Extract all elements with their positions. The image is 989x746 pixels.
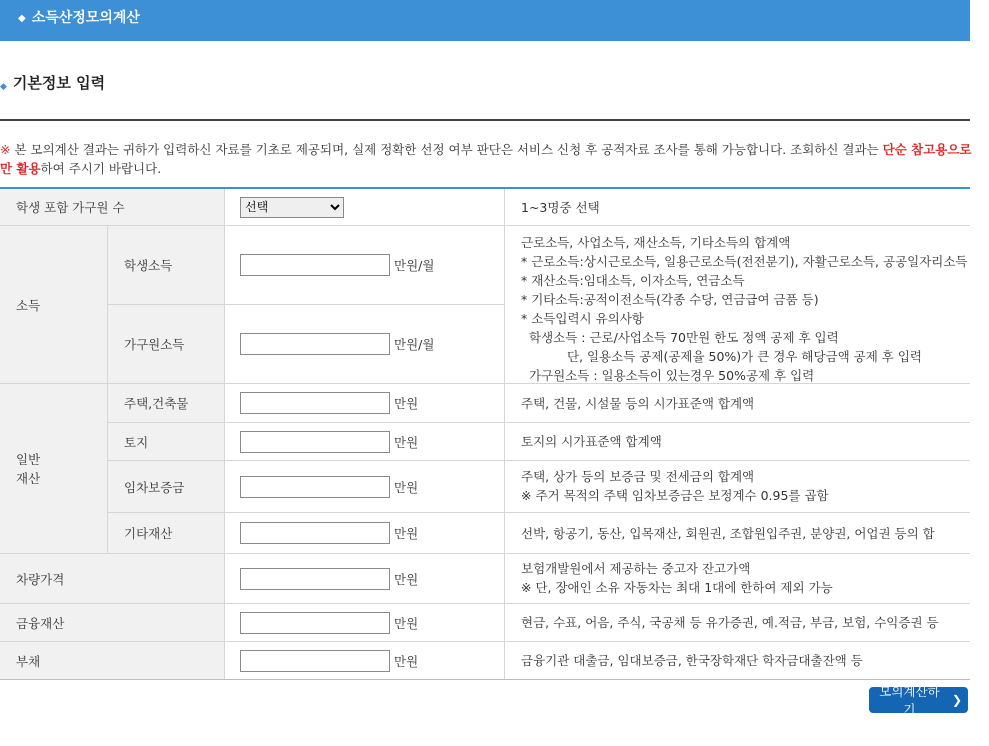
property-desc xyxy=(505,461,970,512)
income-desc-line: 학생소득 : 근로/사업소득 70만원 한도 정액 공제 후 입력 xyxy=(529,330,839,345)
property-group-line: 일반 xyxy=(16,451,41,467)
vehicle-row xyxy=(0,554,970,604)
student-income-cell xyxy=(224,226,505,304)
simulate-button[interactable] xyxy=(869,685,968,717)
notice-text xyxy=(0,140,972,178)
finance-label: 금융재산 xyxy=(0,604,224,641)
property-desc: 선박, 항공기, 동산, 입목재산, 회원권, 조합원입주권, 분양권, 어업권 등의 합 xyxy=(521,525,935,541)
income-desc-line: 가구원소득 : 일용소득이 있는경우 50%공제 후 입력 xyxy=(529,368,815,383)
finance-row xyxy=(0,604,970,642)
household-desc: 1~3명중 선택 xyxy=(521,199,600,215)
member-income-input[interactable] xyxy=(240,333,390,355)
diamond-bullet-icon: ◆ xyxy=(0,82,7,92)
notice-emphasis: 단순 참고용으로만 활용 xyxy=(0,142,972,176)
property-desc: 주택, 건물, 시설물 등의 시가표준액 합계액 xyxy=(521,395,755,411)
vehicle-desc-note: ※ 단, 장애인 소유 자동차는 최대 1대에 한하여 제외 가능 xyxy=(521,580,833,595)
student-income-label: 학생소득 xyxy=(108,226,224,304)
property-group-label xyxy=(0,384,108,554)
lease-deposit-input[interactable] xyxy=(240,476,390,498)
input-form xyxy=(0,187,970,669)
property-row xyxy=(108,384,970,423)
property-row xyxy=(108,461,970,513)
property-label: 주택,건축물 xyxy=(108,384,224,422)
member-income-label: 가구원소득 xyxy=(108,305,224,383)
finance-input-cell xyxy=(224,604,505,641)
income-desc xyxy=(505,226,970,384)
student-income-unit: 만원/월 xyxy=(394,258,435,273)
income-desc-line: * 근로소득:상시근로소득, 일용근로소득(전전분기), 자활근로소득, 공공일자리소득 xyxy=(521,254,968,269)
house-building-input[interactable] xyxy=(240,392,390,414)
section-heading xyxy=(0,72,105,93)
property-input-cell xyxy=(224,461,505,512)
income-group-label: 소득 xyxy=(0,226,108,384)
member-income-row xyxy=(108,305,505,384)
property-desc-line: 주택, 상가 등의 보증금 및 전세금의 합계액 xyxy=(521,469,755,484)
vehicle-label: 차량가격 xyxy=(0,554,224,603)
debt-input-cell xyxy=(224,642,505,679)
income-desc-line: 단, 일용소득 공제(공제율 50%)가 큰 경우 해당금액 공제 후 입력 xyxy=(567,349,922,364)
property-row xyxy=(108,423,970,461)
other-property-input[interactable] xyxy=(240,522,390,544)
unit-label: 만원 xyxy=(394,571,419,587)
diamond-icon: ◆ xyxy=(18,13,26,24)
member-income-unit: 만원/월 xyxy=(394,337,435,352)
notice-mark: ※ xyxy=(0,142,11,157)
section-divider xyxy=(0,119,970,121)
notice-tail: 하여 주시기 바랍니다. xyxy=(40,161,162,176)
household-input-cell xyxy=(224,189,505,225)
simulate-button-label: 모의계산하기 xyxy=(879,685,940,717)
student-income-input[interactable] xyxy=(240,254,390,276)
income-desc-line: 근로소득, 사업소득, 재산소득, 기타소득의 합계액 xyxy=(521,235,791,250)
property-desc-note: ※ 주거 목적의 주택 임차보증금은 보정계수 0.95를 곱함 xyxy=(521,488,829,503)
page-header xyxy=(0,0,970,41)
unit-label: 만원 xyxy=(394,653,419,669)
income-desc-line: * 재산소득:임대소득, 이자소득, 연금소득 xyxy=(521,273,745,288)
unit-label: 만원 xyxy=(394,479,419,495)
property-label: 기타재산 xyxy=(108,513,224,553)
debt-desc: 금융기관 대출금, 임대보증금, 한국장학재단 학자금대출잔액 등 xyxy=(521,653,863,668)
section-title: 기본정보 입력 xyxy=(12,74,106,92)
unit-label: 만원 xyxy=(394,396,419,411)
vehicle-desc xyxy=(505,554,970,603)
unit-label: 만원 xyxy=(394,434,419,450)
unit-label: 만원 xyxy=(394,526,419,541)
vehicle-desc-line: 보험개발원에서 제공하는 중고자 잔고가액 xyxy=(521,561,751,576)
income-desc-line: * 소득입력시 유의사항 xyxy=(521,311,644,326)
debt-row xyxy=(0,642,970,680)
property-input-cell xyxy=(224,513,505,553)
financial-assets-input[interactable] xyxy=(240,612,390,634)
page-title: 소득산정모의계산 xyxy=(31,10,140,26)
property-input-cell xyxy=(224,423,505,460)
land-input[interactable] xyxy=(240,431,390,453)
property-desc: 토지의 시가표준액 합계액 xyxy=(521,434,662,449)
household-label: 학생 포함 가구원 수 xyxy=(0,189,224,225)
finance-desc: 현금, 수표, 어음, 주식, 국공채 등 유가증권, 예.적금, 부금, 보험, 수익증권 등 xyxy=(521,615,939,630)
vehicle-input-cell xyxy=(224,554,505,603)
income-desc-line: * 기타소득:공적이전소득(각종 수당, 연금급여 금품 등) xyxy=(521,292,819,307)
debt-input[interactable] xyxy=(240,650,390,672)
property-group-line: 재산 xyxy=(16,470,41,486)
chevron-right-icon: ❯ xyxy=(951,693,962,707)
household-count-select[interactable] xyxy=(240,197,344,218)
student-income-row xyxy=(108,226,505,305)
member-income-cell xyxy=(224,305,505,383)
debt-label: 부채 xyxy=(0,642,224,679)
property-input-cell xyxy=(224,384,505,422)
property-label: 토지 xyxy=(108,423,224,460)
property-row xyxy=(108,513,970,554)
unit-label: 만원 xyxy=(394,615,419,631)
household-row xyxy=(0,189,970,226)
vehicle-price-input[interactable] xyxy=(240,568,390,590)
property-label: 임차보증금 xyxy=(108,461,224,512)
notice-body: 본 모의계산 결과는 귀하가 입력하신 자료를 기초로 제공되며, 실제 정확한 선정 여부 판단은 서비스 신청 후 공적자료 조사를 통해 가능합니다. 조회하신 결과는 xyxy=(10,142,883,157)
